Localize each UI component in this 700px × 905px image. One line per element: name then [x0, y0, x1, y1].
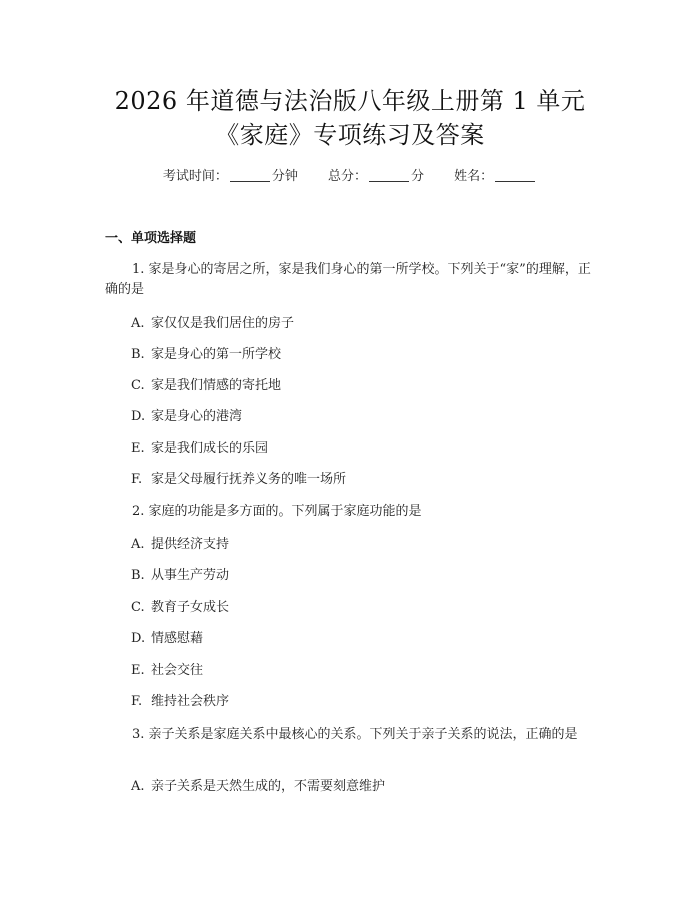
option-letter: C.: [131, 600, 145, 615]
section-heading: 一、单项选择题: [105, 231, 197, 246]
question-1-option-c: [131, 376, 591, 396]
question-2-option-b: [131, 566, 591, 586]
exam-time: [163, 167, 298, 187]
question-1-option-d: [131, 407, 591, 427]
option-letter: F.: [131, 694, 143, 709]
option-letter: A.: [131, 316, 145, 331]
question-2-option-e: [131, 661, 591, 681]
option-letter: F.: [131, 472, 143, 487]
option-letter: D.: [131, 631, 146, 646]
option-text: 家是身心的港湾: [151, 409, 243, 424]
total-score: [328, 167, 424, 187]
exam-time-label: 考试时间：: [162, 169, 228, 184]
option-text: 教育子女成长: [151, 600, 230, 615]
student-name: [454, 167, 537, 187]
option-text: 提供经济支持: [151, 537, 230, 552]
question-1-option-b: [131, 345, 591, 365]
option-text: 家仅仅是我们居住的房子: [151, 316, 295, 331]
question-1-stem: 1. 家是身心的寄居之所，家是我们身心的第一所学校。下列关于“家”的理解，正确的是: [105, 262, 591, 297]
option-text: 家是父母履行抚养义务的唯一场所: [151, 472, 347, 487]
option-letter: B.: [131, 347, 145, 362]
total-score-unit: 分: [411, 169, 425, 184]
option-text: 家是我们情感的寄托地: [151, 378, 282, 393]
student-name-blank: [495, 167, 535, 182]
option-text: 社会交往: [151, 663, 204, 678]
document-title-line-2: 《家庭》专项练习及答案: [215, 121, 485, 149]
option-text: 亲子关系是天然生成的，不需要刻意维护: [151, 779, 386, 794]
option-letter: A.: [131, 537, 145, 552]
exam-time-unit: 分钟: [271, 169, 298, 184]
question-2-option-d: [131, 629, 591, 649]
option-letter: C.: [131, 378, 145, 393]
option-text: 家是我们成长的乐园: [151, 441, 269, 456]
option-text: 情感慰藉: [151, 631, 204, 646]
total-score-blank: [369, 167, 409, 182]
question-3-option-a: [131, 777, 591, 797]
question-2-option-a: [131, 535, 591, 555]
question-2-option-c: [131, 598, 591, 618]
question-2-stem: 2. 家庭的功能是多方面的。下列属于家庭功能的是: [132, 504, 422, 519]
question-2-option-f: [131, 692, 591, 712]
question-1-option-e: [131, 439, 591, 459]
option-letter: D.: [131, 409, 146, 424]
exam-meta: [0, 167, 700, 187]
option-letter: B.: [131, 568, 145, 583]
question-1-option-f: [131, 470, 591, 490]
total-score-label: 总分：: [327, 169, 367, 184]
option-text: 从事生产劳动: [151, 568, 230, 583]
option-text: 维持社会秩序: [151, 694, 230, 709]
exam-time-blank: [230, 167, 270, 182]
option-text: 家是身心的第一所学校: [151, 347, 282, 362]
option-letter: A.: [131, 779, 145, 794]
question-3-stem: 3. 亲子关系是家庭关系中最核心的关系。下列关于亲子关系的说法，正确的是: [132, 727, 578, 742]
document-title-line-1: 2026 年道德与法治版八年级上册第 1 单元: [114, 87, 586, 115]
option-letter: E.: [131, 441, 145, 456]
question-1-option-a: [131, 314, 591, 334]
option-letter: E.: [131, 663, 145, 678]
student-name-label: 姓名：: [454, 169, 494, 184]
